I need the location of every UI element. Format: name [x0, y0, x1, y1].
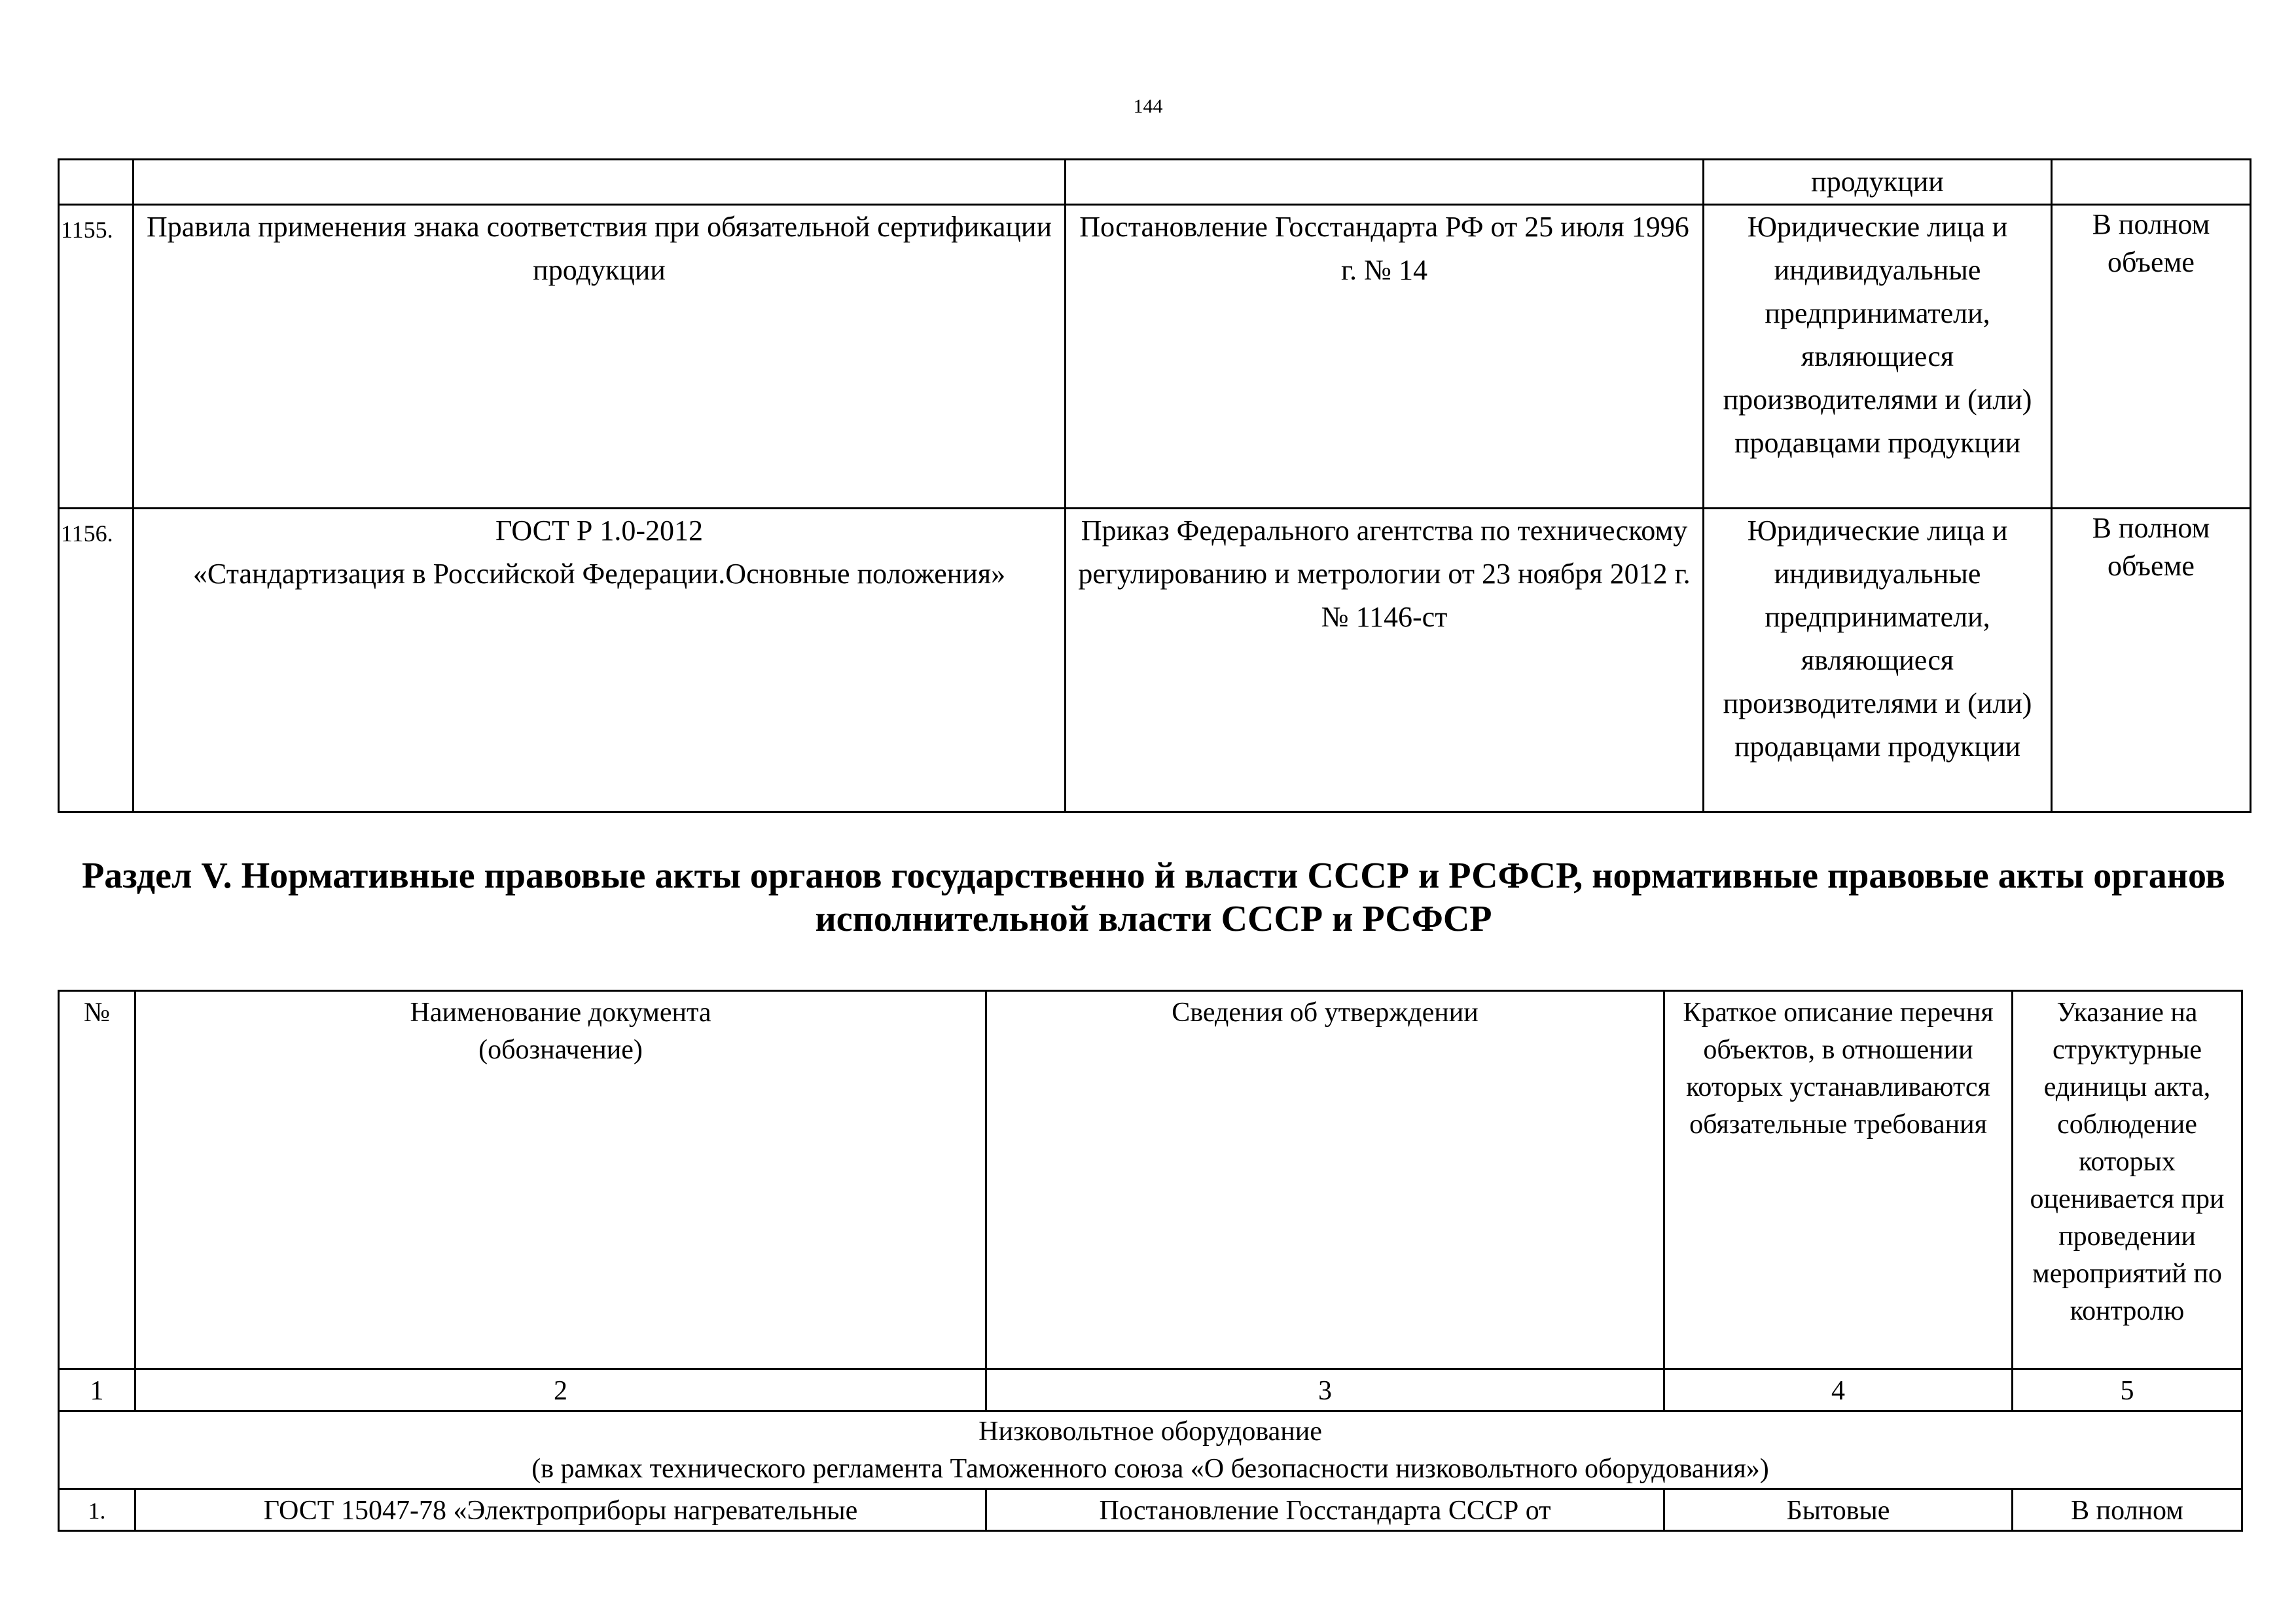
approval-info: Постановление Госстандарта РФ от 25 июля 1996 г. № 14 — [1066, 205, 1704, 509]
approval-info: Приказ Федерального агентства по техническому регулированию и метрологии от 23 ноября 2012 г. № 1146-ст — [1066, 509, 1704, 812]
row-number: 1155. — [59, 205, 134, 509]
table-row — [59, 205, 2251, 509]
column-header-objects: Краткое описание перечня объектов, в отношении которых устанавливаются обязательные требования — [1664, 991, 2013, 1369]
page-number: 144 — [1133, 96, 1163, 117]
objects-description: Бытовые — [1664, 1489, 2013, 1531]
section-v-table — [58, 990, 2243, 1532]
scope: В полном объеме — [2052, 509, 2251, 812]
column-index-row — [59, 1369, 2242, 1411]
document-name: ГОСТ 15047-78 «Электроприборы нагревательные — [135, 1489, 986, 1531]
document-title: «Стандартизация в Российской Федерации.Основные положения» — [192, 558, 1006, 590]
scope: В полном объеме — [2052, 205, 2251, 509]
approval-info — [1066, 160, 1704, 205]
document-name — [134, 509, 1066, 812]
table-header-row — [59, 991, 2242, 1369]
objects-description: Юридические лица и индивидуальные предприниматели, являющиеся производителями и (или) продавцами продукции — [1704, 205, 2052, 509]
document-designation: ГОСТ Р 1.0-2012 — [495, 514, 703, 547]
column-header-scope: Указание на структурные единицы акта, соблюдение которых оценивается при проведении мероприятий по контролю — [2013, 991, 2242, 1369]
column-index: 1 — [59, 1369, 135, 1411]
scope: В полном — [2013, 1489, 2242, 1531]
column-index: 3 — [986, 1369, 1664, 1411]
document-name — [134, 160, 1066, 205]
column-header-number: № — [59, 991, 135, 1369]
column-index: 4 — [1664, 1369, 2013, 1411]
group-subtitle: (в рамках технического регламента Таможенного союза «О безопасности низковольтного оборудования») — [531, 1454, 1769, 1484]
objects-description: Юридические лица и индивидуальные предприниматели, являющиеся производителями и (или) продавцами продукции — [1704, 509, 2052, 812]
column-header-approval: Сведения об утверждении — [986, 991, 1664, 1369]
row-number — [59, 160, 134, 205]
group-title: Низковольтное оборудование — [978, 1416, 1322, 1447]
table-row — [59, 160, 2251, 205]
section-heading: Раздел V. Нормативные правовые акты органов государственно й власти СССР и РСФСР, нормативные правовые акты органов исполнительной власти СССР и РСФСР — [82, 856, 2225, 939]
standards-table-continued — [58, 158, 2251, 813]
document-name: Правила применения знака соответствия при обязательной сертификации продукции — [134, 205, 1066, 509]
row-number: 1156. — [59, 509, 134, 812]
column-header-name-subline: (обозначение) — [478, 1035, 643, 1065]
group-heading — [59, 1411, 2242, 1489]
column-index: 5 — [2013, 1369, 2242, 1411]
scope — [2052, 160, 2251, 205]
row-number: 1. — [59, 1489, 135, 1531]
approval-info: Постановление Госстандарта СССР от — [986, 1489, 1664, 1531]
objects-description: продукции — [1704, 160, 2052, 205]
group-row — [59, 1411, 2242, 1489]
column-header-name — [135, 991, 986, 1369]
column-index: 2 — [135, 1369, 986, 1411]
table-row — [59, 1489, 2242, 1531]
table-row — [59, 509, 2251, 812]
column-header-name-line: Наименование документа — [410, 998, 711, 1028]
